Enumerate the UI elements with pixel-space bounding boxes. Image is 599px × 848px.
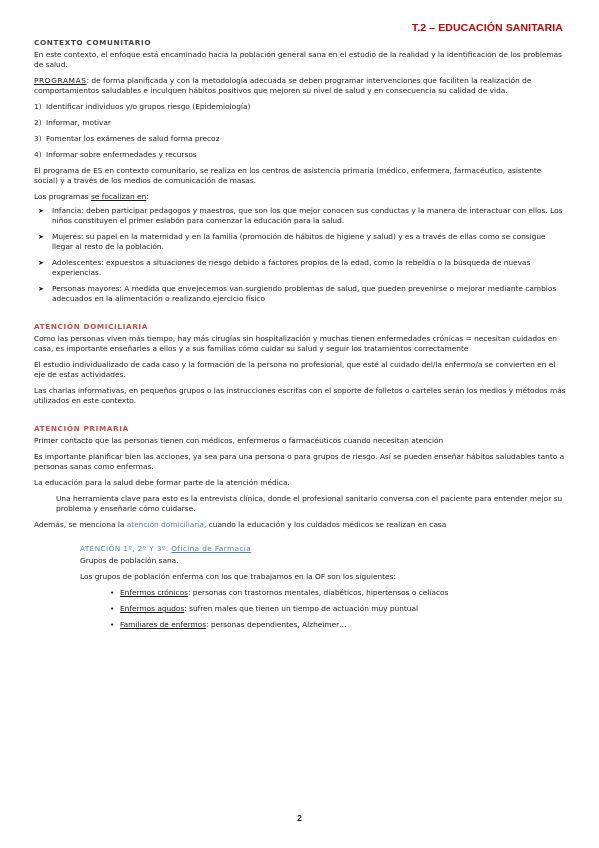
farmacia-p2: Los grupos de población enferma con los que trabajamos en la OF son los siguientes: bbox=[80, 572, 396, 581]
primaria-p4: Una herramienta clave para esto es la entrevista clínica, donde el profesional sanitario conversa con el paciente para entender mejor su problema y enseñarle cómo cuidarse. bbox=[56, 494, 563, 513]
primaria-p1: Primer contacto que las personas tienen con médicos, enfermeros o farmacéuticos cuando necesitan atención bbox=[34, 436, 444, 445]
group-text: Mujeres: su papel en la maternidad y en la familia (promoción de hábitos de higiene y salud) y es a través de ellas como se consigue llegar al resto de la población. bbox=[52, 232, 546, 251]
bullet-dot-icon: • bbox=[110, 620, 115, 629]
step-number: 4) bbox=[34, 150, 42, 159]
step-text: Informar, motivar bbox=[46, 118, 111, 127]
domiciliaria-p2: El estudio individualizado de cada caso y la formación de la persona no profesional, que esté al cuidado del/la enfermo/a se convierten en el eje de estas actividades. bbox=[34, 360, 556, 379]
item-term: Enfermos crónicos bbox=[120, 588, 188, 597]
list-item bbox=[34, 258, 566, 278]
item-text: : personas dependientes, Alzheimer… bbox=[206, 620, 347, 629]
farmacia-heading bbox=[80, 544, 566, 553]
list-item bbox=[34, 102, 566, 112]
item-term: Enfermos agudos bbox=[120, 604, 185, 613]
steps-list bbox=[34, 102, 566, 160]
list-item bbox=[110, 620, 566, 630]
list-item bbox=[34, 118, 566, 128]
list-item bbox=[34, 232, 566, 252]
list-item bbox=[110, 604, 566, 614]
step-number: 2) bbox=[34, 118, 42, 127]
focus-paragraph bbox=[34, 192, 566, 202]
step-text: Informar sobre enfermedades y recursos bbox=[46, 150, 197, 159]
group-text: Personas mayores: A medida que envejecemos van surgiendo problemas de salud, que pueden prevenirse o mejorar mediante cambios adecuados en la alimentación o realizando ejercicio físico bbox=[52, 284, 557, 303]
step-number: 3) bbox=[34, 134, 42, 143]
item-text: : sufren males que tienen un tiempo de actuación muy puntual bbox=[184, 604, 419, 613]
atencion-domiciliaria-reference: atención domiciliaria bbox=[126, 520, 204, 529]
farmacia-p1: Grupos de población sana. bbox=[80, 556, 179, 565]
programas-text: : de forma planificada y con la metodología adecuada se deben programar intervenciones que faciliten la realización de comportamientos saludables e inculquen hábitos positivos que mejoren su nivel de salud y en consecuencia su calidad de vida. bbox=[34, 76, 532, 95]
primaria-p3: La educación para la salud debe formar parte de la atención médica. bbox=[34, 478, 290, 487]
bullet-dot-icon: • bbox=[110, 588, 115, 597]
contexto-intro: En este contexto, el enfoque está encaminado hacia la población general sana en el estudio de la realidad y la identificación de los problemas de salud. bbox=[34, 50, 563, 69]
list-item bbox=[110, 588, 566, 598]
list-item bbox=[34, 150, 566, 160]
arrow-bullet-icon: ➤ bbox=[38, 233, 44, 241]
programas-paragraph bbox=[34, 76, 566, 96]
domiciliaria-p1: Como las personas viven más tiempo, hay más cirugías sin hospitalización y muchas tienen enfermedades crónicas = necesitan cuidados en casa, es importante enseñarles a ellos y a sus familias cómo cuidar su salud y seguir los tratamientos correctamente bbox=[34, 334, 557, 353]
groups-list bbox=[34, 206, 566, 304]
es-paragraph: El programa de ES en contexto comunitario, se realiza en los centros de asistencia primaria (médico, enfermera, farmacéutico, asistente social) y a través de los medios de comunicación de masas. bbox=[34, 166, 542, 185]
section-heading-primaria: ATENCIÓN PRIMARIA bbox=[34, 424, 129, 433]
focus-pre: Los programas bbox=[34, 192, 91, 201]
list-item bbox=[34, 206, 566, 226]
focus-post: : bbox=[146, 192, 149, 201]
arrow-bullet-icon: ➤ bbox=[38, 285, 44, 293]
group-text: Infancia: deben participar pedagogos y maestros, que son los que mejor conocen sus conductas y la manera de interactuar con ellos. Los niños constituyen el primer eslabón para comenzar la educación para la salud. bbox=[52, 206, 563, 225]
arrow-bullet-icon: ➤ bbox=[38, 259, 44, 267]
farmacia-heading-pre: ATENCIÓN 1º, 2º Y 3º: bbox=[80, 544, 172, 553]
item-term: Familiares de enfermos bbox=[120, 620, 207, 629]
focus-underlined: se focalizan en bbox=[91, 192, 147, 201]
programas-label: PROGRAMAS bbox=[34, 76, 87, 85]
group-text: Adolescentes: expuestos a situaciones de riesgo debido a factores propios de la edad, como la rebeldía o la búsqueda de nuevas experiencias. bbox=[52, 258, 531, 277]
section-heading-contexto: CONTEXTO COMUNITARIO bbox=[34, 38, 152, 47]
step-text: Identificar individuos y/o grupos riesgo (Epidemiología) bbox=[46, 102, 251, 111]
p5-pre: Además, se menciona la bbox=[34, 520, 127, 529]
section-heading-domiciliaria: ATENCIÓN DOMICILIARIA bbox=[34, 322, 148, 331]
bullet-dot-icon: • bbox=[110, 604, 115, 613]
primaria-p2: Es importante planificar bien las acciones, ya sea para una persona o para grupos de riesgo. Así se pueden enseñar hábitos saludables tanto a personas sanas como enfermas. bbox=[34, 452, 565, 471]
step-text: Fomentar los exámenes de salud forma precoz bbox=[46, 134, 220, 143]
p5-post: , cuando la educación y los cuidados médicos se realizan en casa bbox=[203, 520, 447, 529]
oficina-farmacia-link[interactable]: Oficina de Farmacia bbox=[171, 544, 252, 553]
arrow-bullet-icon: ➤ bbox=[38, 207, 44, 215]
step-number: 1) bbox=[34, 102, 42, 111]
list-item bbox=[34, 284, 566, 304]
domiciliaria-p3: Las charlas informativas, en pequeños grupos o las instrucciones escritas con el soporte de folletos o carteles serán los medios y métodos más utilizados en este contexto. bbox=[34, 386, 566, 405]
primaria-p5 bbox=[34, 520, 566, 530]
enfermos-list bbox=[110, 588, 566, 630]
list-item bbox=[34, 134, 566, 144]
page-content bbox=[34, 0, 566, 636]
document-header-title: T.2 – EDUCACIÓN SANITARIA bbox=[411, 22, 563, 34]
item-text: : personas con trastornos mentales, diabéticos, hipertensos o celíacos bbox=[187, 588, 449, 597]
page-number: 2 bbox=[297, 813, 302, 823]
